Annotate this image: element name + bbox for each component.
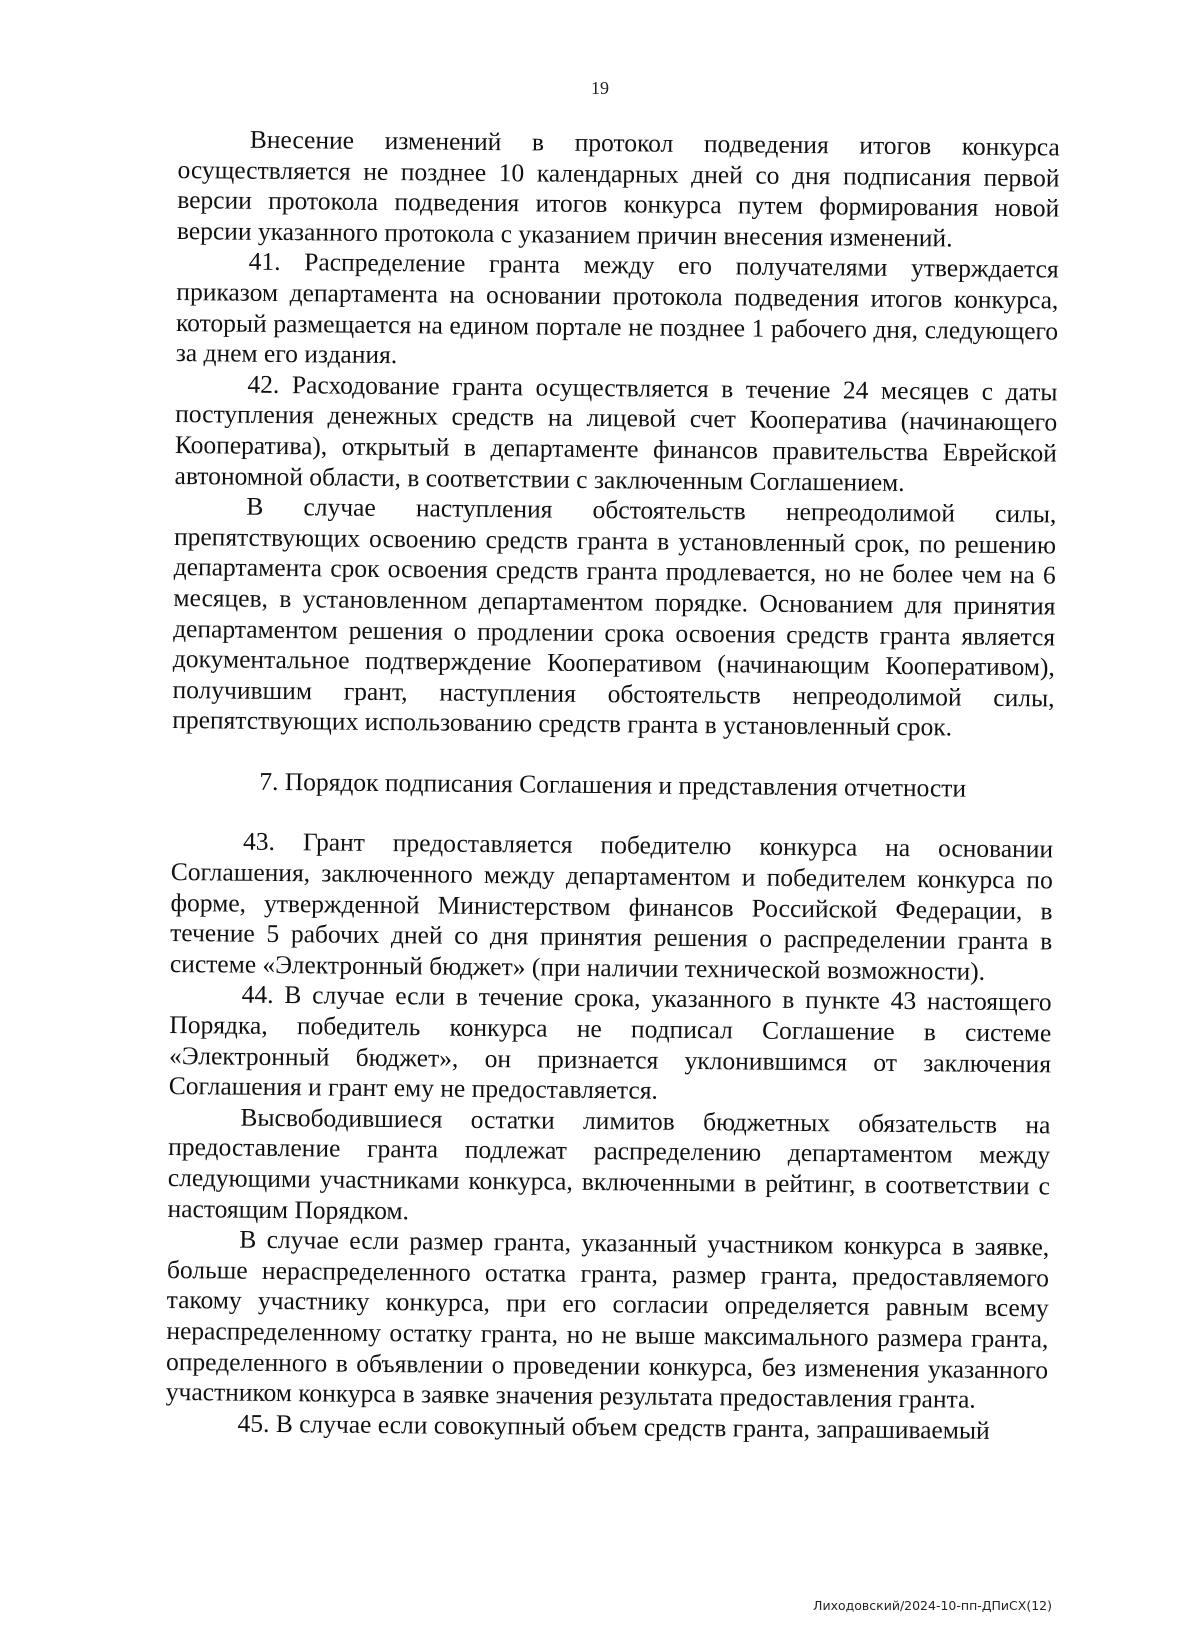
paragraph-force-majeure: В случае наступления обстоятельств непреодолимой силы, препятствующих освоению средств гранта в установленный срок, по решению департамента срок освоения средств гранта продлевается, но не более чем на 6 месяцев, в установленном департаментом порядке. Основанием для принятия департаментом решения о продлении срока освоения средств гранта является документальное подтверждение Кооперативом (начинающим Кооперативом), получившим грант, наступления обстоятельств непреодолимой силы, препятствующих использованию средств гранта в установленный срок.: [172, 491, 1057, 742]
paragraph-protocol-changes: Внесение изменений в протокол подведения итогов конкурса осуществляется не позднее 10 календарных дней со дня подписания первой версии протокола подведения итогов конкурса путем формирования новой версии указанного протокола с указанием причин внесения изменений.: [176, 124, 1060, 253]
document-body: [165, 124, 1060, 1447]
paragraph-released-limits: Высвободившиеся остатки лимитов бюджетных обязательств на предоставление гранта подлежат распределению департаментом между следующими участниками конкурса, включенными в рейтинг, в соответствии с настоящим Порядком.: [167, 1102, 1051, 1225]
page-number: 19: [591, 78, 609, 98]
paragraph-42: 42. Расходование гранта осуществляется в течение 24 месяцев с даты поступления денежных средств на лицевой счет Кооператива (начинающего Кооператива), открытый в департаменте финансов правительства Еврейской автономной области, в соответствии с заключенным Соглашением.: [174, 369, 1058, 497]
paragraph-41: 41. Распределение гранта между его получателями утверждается приказом департамента на основании протокола подведения итогов конкурса, который размещается на едином портале не позднее 1 рабочего дня, следующего за днем его издания.: [175, 247, 1059, 370]
section-heading: 7. Порядок подписания Соглашения и представления отчетности: [259, 766, 967, 803]
paragraph-grant-size: В случае если размер гранта, указанный участником конкурса в заявке, больше нераспределенного остатка гранта, размер гранта, предоставляемого такому участнику конкурса, при его согласии определяется равным всему нераспределенному остатку гранта, но не выше максимального размера гранта, определенного в объявлении о проведении конкурса, без изменения указанного участником конкурса в заявке значения результата предоставления гранта.: [165, 1224, 1050, 1414]
paragraph-45: 45. В случае если совокупный объем средств гранта, запрашиваемый: [237, 1408, 990, 1445]
document-code: Лиходовский/2024-10-пп-ДПиСХ(12): [813, 1598, 1052, 1613]
paragraph-44: 44. В случае если в течение срока, указанного в пункте 43 настоящего Порядка, победитель конкурса не подписал Соглашение в системе «Электронный бюджет», он признается уклонившимся от заключения Соглашения и грант ему не предоставляется.: [168, 980, 1052, 1105]
paragraph-43: 43. Грант предоставляется победителю конкурса на основании Соглашения, заключенного между департаментом и победителем конкурса по форме, утвержденной Министерством финансов Российской Федерации, в течение 5 рабочих дней со дня принятия решения о распределении гранта в системе «Электронный бюджет» (при наличии технической возможности).: [169, 827, 1054, 986]
